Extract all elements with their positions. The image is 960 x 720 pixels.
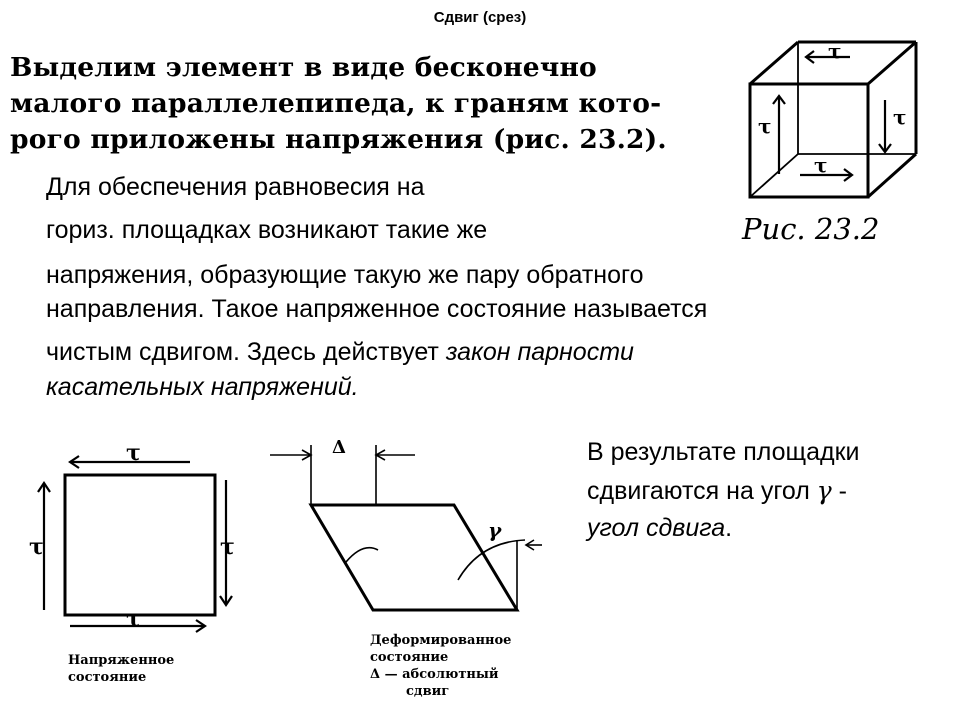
body-line-3: напряжения, образующие такую же пару обратного [46, 261, 644, 289]
result-dash: - [831, 477, 848, 505]
gamma-symbol: γ [816, 476, 832, 505]
figure-caption: Рис. 23.2 [742, 212, 880, 246]
result-line-2-plain: сдвигаются на угол [587, 477, 817, 505]
law-term: закон парности [445, 338, 634, 366]
body-line-5-plain: чистым сдвигом. Здесь действует [46, 338, 446, 366]
cube-edge [750, 42, 798, 84]
cube-figure [740, 36, 920, 206]
cube-edge [868, 42, 916, 84]
stressed-label [68, 652, 174, 686]
angle-arc [346, 548, 378, 562]
tau-label: τ [758, 114, 772, 138]
tau-label: τ [893, 105, 907, 129]
deformed-label [370, 632, 511, 700]
result-line-2 [587, 476, 847, 506]
stressed-label-line-1: Напряженное [68, 653, 175, 668]
result-line-1: В результате площадки [587, 438, 860, 466]
tau-label: τ [814, 153, 828, 177]
body-line-4: направления. Такое напряженное состояние называется [46, 295, 708, 323]
deformed-label-line-2: состояние [370, 650, 449, 665]
body-line-2: гориз. площадках возникают такие же [46, 216, 488, 244]
shear-angle-term: угол сдвига [587, 514, 726, 542]
delta-label: Δ [332, 437, 346, 458]
result-line-3 [587, 514, 732, 543]
result-period: . [725, 514, 733, 542]
intro-line-1: Выделим элемент в виде бесконечно [10, 52, 597, 83]
element-square [65, 475, 215, 615]
tau-label: τ [126, 606, 141, 632]
tau-label: τ [29, 534, 44, 560]
cube-edge [868, 154, 916, 197]
tau-label: τ [220, 534, 235, 560]
body-line-5 [46, 337, 634, 367]
stressed-label-line-2: состояние [68, 670, 147, 685]
intro-line-3: рого приложены напряжения (рис. 23.2). [10, 124, 667, 155]
deformed-label-line-1: Деформированное [370, 633, 512, 648]
body-line-1: Для обеспечения равновесия на [46, 173, 425, 201]
intro-line-2: малого параллелепипеда, к граням кото- [10, 88, 662, 119]
stressed-state-figure [20, 440, 250, 630]
deformed-parallelogram [311, 505, 517, 610]
deformed-label-line-4: сдвиг [406, 684, 450, 699]
tau-label: τ [126, 440, 141, 466]
cube-hidden-edge [750, 154, 798, 197]
slide-title: Сдвиг (срез) [433, 9, 527, 26]
body-line-6: касательных напряжений. [46, 373, 359, 401]
deformed-label-line-3: Δ — абсолютный [370, 667, 499, 682]
gamma-arc [458, 540, 525, 580]
gamma-label: γ [488, 518, 502, 542]
deformed-state-figure [270, 430, 560, 620]
tau-label: τ [828, 39, 842, 63]
